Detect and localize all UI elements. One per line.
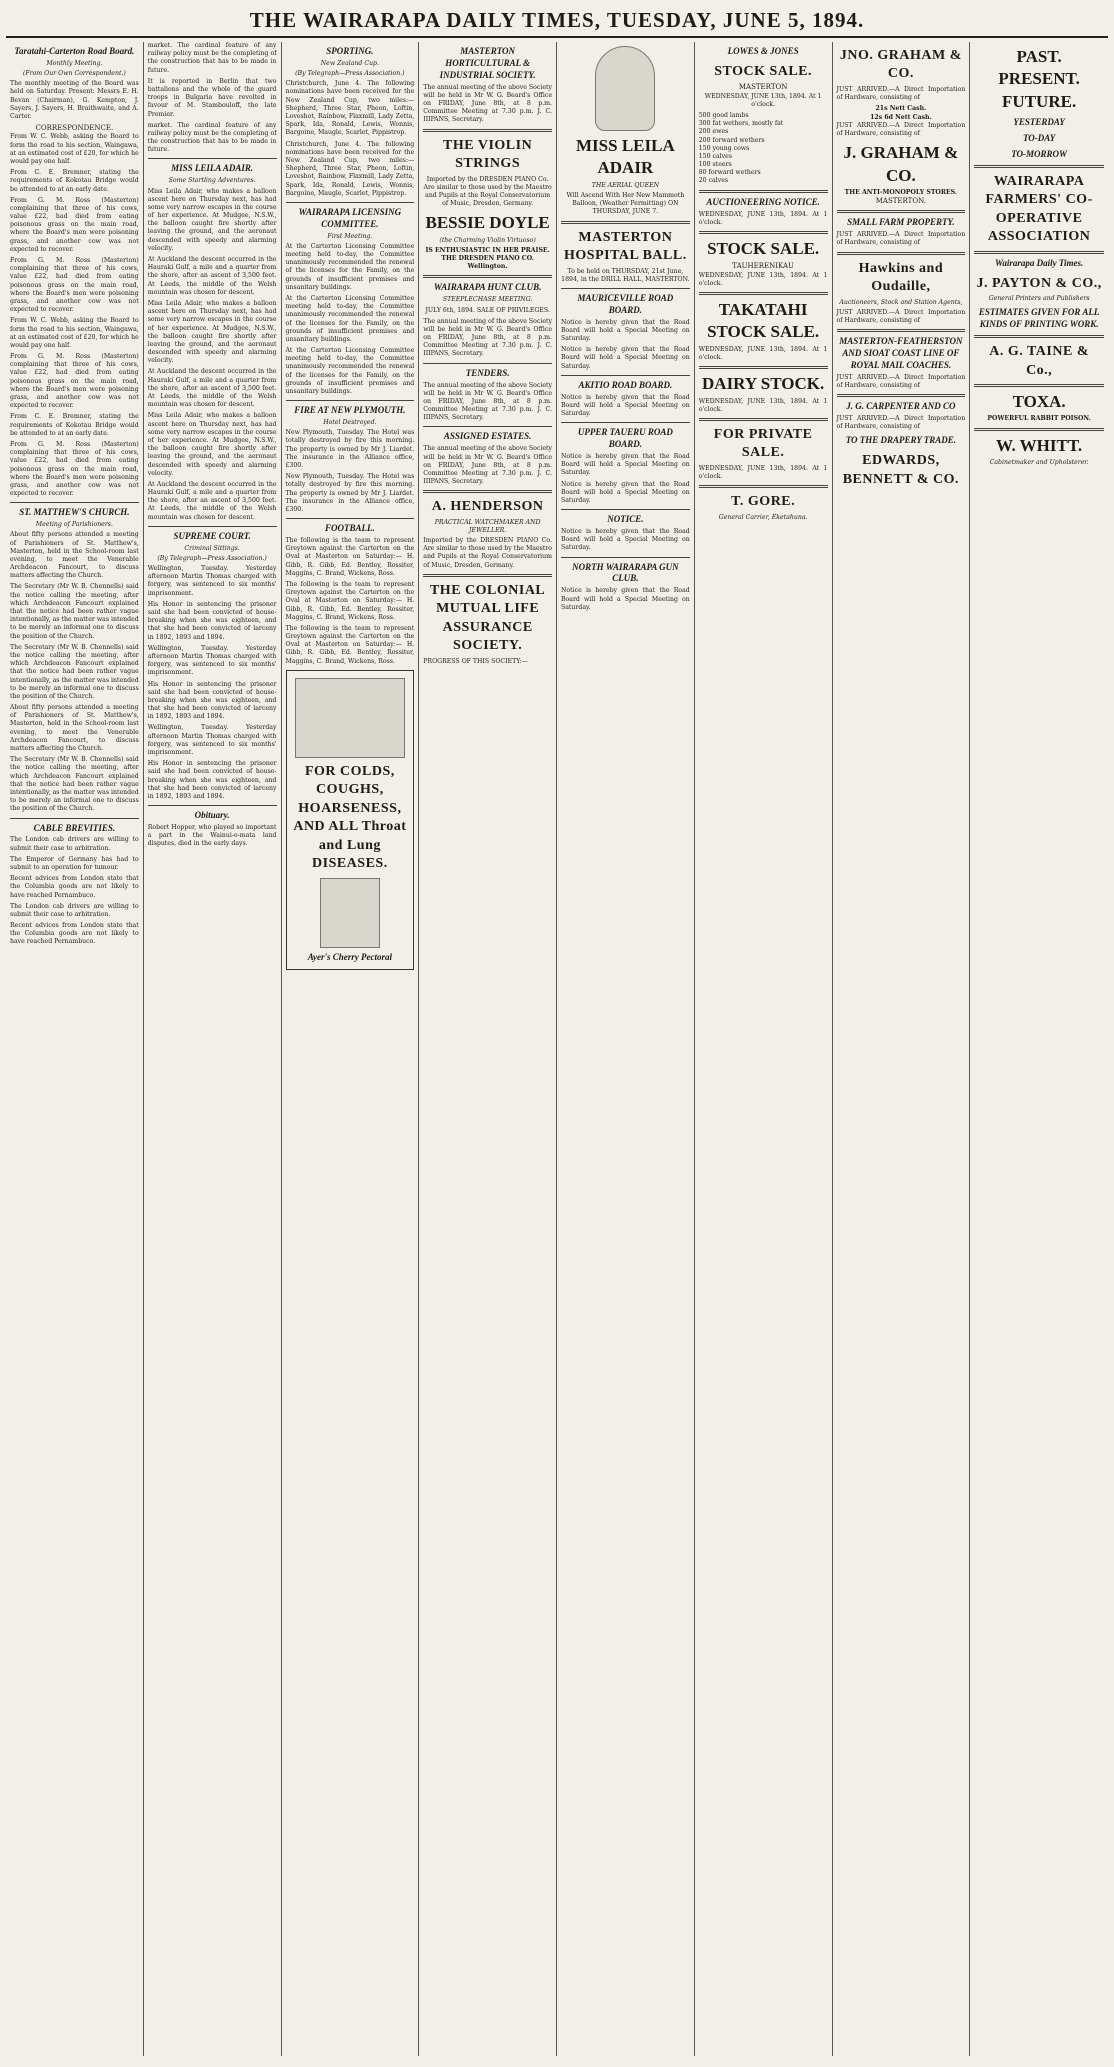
column-1 (6, 42, 144, 2056)
ad-product: Ayer's Cherry Pectoral (307, 951, 393, 962)
headline: SPORTING. (326, 46, 374, 56)
ad-paragraph: JUST ARRIVED.—A Direct Importation of Hardware, consisting of (836, 85, 966, 102)
article-paragraph: From G. M. Ross (Masterton) complaining that three of his cows, value £22, had died from eating poisonous grass on the main road, where the Board's men were poisoning grass, and another cow was not expected to recover. (10, 353, 139, 410)
subheadline: Some Startling Adventures. (168, 177, 256, 185)
headline: SMALL FARM PROPERTY. (847, 217, 955, 228)
ad-headline: JNO. GRAHAM & CO. (839, 48, 962, 82)
ad-headline: DAIRY STOCK. (702, 374, 825, 394)
ad-paragraph: Imported by the DRESDEN PIANO Co. Are similar to those used by the Maestro and Pupils at the Royal Conservatorium of Music, Dresden, Germany. (423, 537, 552, 569)
ad-paragraph: To be held on THURSDAY, 21st June, 1894, in the DRILL HALL, MASTERTON. (561, 267, 690, 283)
source-line: (From Our Own Correspondent.) (22, 70, 126, 78)
divider (974, 335, 1104, 338)
divider (561, 557, 690, 558)
article-paragraph: From W. C. Webb, asking the Board to form the road to his section, Waingawa, at an estimated cost of £20, for which he would pay one half. (10, 317, 139, 349)
divider (423, 426, 552, 427)
notice-paragraph: Notice is hereby given that the Road Board will hold a Special Meeting on Saturday. (561, 587, 690, 611)
headline: FOOTBALL. (324, 523, 375, 534)
ad-paragraph: PROGRESS OF THIS SOCIETY:— (423, 657, 528, 665)
notice-paragraph: The annual meeting of the above Society will be held in Mr W. G. Beard's Office on FRIDAY, June 8th, at 8 p.m. Committee Meeting at 7.30 p.m. J. C. IIIPANS, Secretary. (423, 445, 552, 486)
ad-subheadline: THE ANTI-MONOPOLY STORES. (844, 188, 958, 196)
article-paragraph: market. The cardinal feature of any railway policy must be the completing of the construction that has to be made in future. (147, 42, 277, 74)
subheadline: Monthly Meeting. (46, 59, 103, 67)
ad-name: BESSIE DOYLE (425, 213, 550, 233)
masthead: THE WAIRARAPA DAILY TIMES, TUESDAY, JUNE 5, 1894. (6, 8, 1108, 38)
columns (6, 42, 1108, 2056)
ad-headline: TAKATAHI STOCK SALE. (707, 299, 820, 342)
notice-paragraph: The annual meeting of the above Society will be held in Mr W. G. Beard's Office on FRIDAY, June 8th, at 8 p.m. Committee Meeting at 7.30 p.m. J. C. IIIPANS, Secretary. (423, 381, 552, 422)
ad-subheadline: PRACTICAL WATCHMAKER AND JEWELLER. (434, 518, 541, 534)
article-paragraph: His Honor in sentencing the prisoner said she had been convicted of house-breaking when she was eighteen, and that she had been convicted of larceny in 1892, 1893 and 1894. (147, 600, 277, 641)
article-paragraph: Recent advices from London state that the Columbia goods are not likely to have reached Pernambuco. (10, 922, 139, 946)
ad-paragraph: Will Ascend With Her New Mammoth Balloon, (Weather Permitting) ON THURSDAY, JUNE 7. (566, 192, 685, 216)
article-paragraph: At Auckland the descent occurred in the Hauraki Gulf, a mile and a quarter from the shore, after an ascent of 3,500 feet. At Leeds, the middle of the Welsh mountain was chosen for descent. (147, 368, 277, 409)
notice-paragraph: The annual meeting of the above Society will be held in Mr W. G. Beard's Office on FRIDAY, June 8th, at 8 p.m. Committee Meeting at 7.30 p.m. J. C. IIIPANS, Secretary. (423, 83, 552, 124)
headline: LOWES & JONES (727, 46, 799, 56)
notice-paragraph: JULY 6th, 1894. SALE OF PRIVILEGES. (425, 306, 550, 314)
notice-paragraph: The annual meeting of the above Society will be held in Mr W. G. Beard's Office on FRIDAY, June 8th, at 8 p.m. Committee Meeting at 7.30 p.m. J. C. IIIPANS, Secretary. (423, 317, 552, 358)
column-4 (419, 42, 557, 2056)
ad-paragraph: WEDNESDAY, JUNE 13th, 1894. At 1 o'clock. (704, 92, 822, 108)
divider (10, 502, 139, 503)
ad-location: MASTERTON. (875, 197, 926, 206)
column-8 (970, 42, 1108, 2056)
divider (423, 574, 552, 577)
ad-headline: MASTERTON HOSPITAL BALL. (564, 229, 687, 264)
source-line: (By Telegraph—Press Association.) (295, 70, 405, 78)
headline: MAURICEVILLE ROAD BOARD. (577, 292, 674, 315)
ad-headline: T. GORE. (731, 494, 796, 510)
article-paragraph: The following is the team to represent Greytown against the Carterton on the Oval at Masterton on Saturday:— H. Gibb, R. Gibb, Ed. Bentley, Rossiter, Maggins, C. Brand, Wickens, Ross. (285, 537, 415, 577)
divider (10, 818, 139, 819)
ad-headline: FOR COLDS, COUGHS, HOARSENESS, AND ALL Throat and Lung DISEASES. (293, 763, 407, 872)
list-item: 150 young cows (698, 144, 750, 152)
ad-location: MASTERTON (738, 83, 788, 92)
divider (974, 384, 1104, 387)
article-paragraph: The London cab drivers are willing to submit their case to arbitration. (10, 902, 139, 918)
divider (148, 158, 277, 159)
headline: WAIRARAPA HUNT CLUB. (433, 282, 542, 293)
divider (286, 202, 415, 203)
ad-subheadline: POWERFUL RABBIT POISON. (987, 415, 1091, 423)
column-2 (144, 42, 282, 2056)
headline: NORTH WAIRARAPA GUN CLUB. (572, 561, 679, 584)
article-paragraph: Miss Leila Adair, who makes a balloon ascent here on Thursday next, has had some very narrow escapes in the course of her experience. At Mudgee, N.S.W., the balloon caught fire shortly after leaving the ground, and the aeronaut descended with speedy and alarming velocity. (147, 412, 277, 477)
headline: SUPREME COURT. (173, 530, 251, 541)
article-paragraph: From C. E. Bremner, stating the requirements of Kokotau Bridge would be attended to at an early date. (10, 169, 139, 193)
column-3 (282, 42, 420, 2056)
article-paragraph: The Emperor of Germany has had to submit to an operation for tumour. (10, 855, 139, 871)
article-paragraph: About fifty persons attended a meeting of Parishioners of St. Matthew's, Masterton, held in the School-room last evening, to meet the Venerable Archdeacon Fancourt, to discuss matters affecting the Church. (10, 704, 139, 753)
ad-headline: STOCK SALE. (707, 238, 820, 258)
ad-subheadline: THE AERIAL QUEEN (591, 181, 660, 189)
notice-paragraph: Notice is hereby given that the Road Board will hold a Special Meeting on Saturday. (561, 318, 690, 343)
notice-paragraph: Notice is hereby given that the Road Board will hold a Special Meeting on Saturday. (561, 346, 690, 370)
headline: J. G. CARPENTER AND CO (846, 401, 956, 412)
headline: MISS LEILA ADAIR. (171, 163, 254, 174)
headline: WAIRARAPA LICENSING COMMITTEE. (298, 206, 402, 229)
headline: UPPER TAUERU ROAD BOARD. (577, 427, 673, 450)
divider (423, 363, 552, 364)
engraving-illustration (295, 678, 405, 758)
subheadline: Meeting of Parishioners. (35, 521, 113, 529)
ad-paragraph: JUST ARRIVED.—A Direct Importation of Hardware, consisting of (836, 308, 966, 324)
ad-paragraph: JUST ARRIVED.—A Direct Importation of Hardware, consisting of (836, 414, 966, 431)
article-paragraph: Wellington, Tuesday. Yesterday afternoon Martin Thomas charged with forgery, was sentenced to six months' imprisonment. (147, 724, 277, 756)
divider (561, 509, 690, 510)
article-paragraph: Wellington, Tuesday. Yesterday afternoon Martin Thomas charged with forgery, was sentenced to six months' imprisonment. (147, 644, 277, 677)
ad-location: TAUHERENIKAU (732, 262, 794, 271)
article-paragraph: Wellington, Tuesday. Yesterday afternoon Martin Thomas charged with forgery, was sentenced to six months' imprisonment. (147, 565, 277, 597)
stock-list (699, 112, 828, 186)
column-5 (557, 42, 695, 2056)
article-paragraph: At the Carterton Licensing Committee meeting held to-day, the Committee unanimously recommended the renewal of the licenses for the Family, on the grounds of insufficient premises and unsanitary buildings. (285, 347, 415, 395)
article-paragraph: Miss Leila Adair, who makes a balloon ascent here on Thursday next, has had some very narrow escapes in the course of her experience. At Mudgee, N.S.W., the balloon caught fire shortly after leaving the ground, and the aeronaut descended with speedy and alarming velocity. (147, 187, 277, 252)
article-paragraph: New Plymouth, Tuesday. The Hotel was totally destroyed by fire this morning. The property is owned by Mr J. Liardet. The insurance in the Alliance office, £300. (285, 473, 415, 513)
headline: NOTICE. (607, 514, 644, 525)
divider (837, 329, 966, 332)
article-paragraph: The following is the team to represent Greytown against the Carterton on the Oval at Masterton on Saturday:— H. Gibb, R. Gibb, Ed. Bentley, Rossiter, Maggins, C. Brand, Wickens, Ross. (285, 580, 415, 621)
article-paragraph: It is reported in Berlin that two battalions and the whole of the guard troops in Bulgaria have revolted in favour of M. Stambouloff, the late Premier. (147, 77, 277, 118)
article-paragraph: At Auckland the descent occurred in the Hauraki Gulf, a mile and a quarter from the shore, after an ascent of 3,500 feet. At Leeds, the middle of the Welsh mountain was chosen for descent. (147, 480, 277, 521)
ad-headline: TOXA. (1012, 392, 1066, 412)
notice-paragraph: Notice is hereby given that the Road Board will hold a Special Meeting on Saturday. (561, 528, 690, 552)
article-paragraph: The Secretary (Mr W. B. Chennells) said the notice calling the meeting, after which Archdeacon Fancourt explained that the notice had been rather vague intentionally, as the matter was intended to be merely an informal one to discuss the position of the Church. (10, 756, 139, 813)
article-paragraph: His Honor in sentencing the prisoner said she had been convicted of house-breaking when she was eighteen, and that she had been convicted of larceny in 1892, 1893 and 1894. (147, 680, 277, 721)
ad-headline: MISS LEILA ADAIR (576, 136, 675, 178)
ad-price: 21s Nett Cash. (875, 105, 927, 113)
article-paragraph: New Plymouth, Tuesday. The Hotel was totally destroyed by fire this morning. The property is owned by Mr J. Liardet. The insurance in the Alliance office, £300. (285, 429, 415, 469)
article-paragraph: Miss Leila Adair, who makes a balloon ascent here on Thursday next, has had some very narrow escapes in the course of her experience. At Mudgee, N.S.W., the balloon caught fire shortly after leaving the ground, and the aeronaut descended with speedy and alarming velocity. (147, 299, 277, 365)
article-paragraph: From G. M. Ross (Masterton) complaining that three of his cows, value £22, had died from eating poisonous grass on the main road, where the Board's men were poisoning grass, and another cow was not expected to recover. (10, 440, 139, 498)
subheadline: Hotel Destroyed. (323, 419, 377, 427)
headline: FIRE AT NEW PLYMOUTH. (294, 405, 406, 416)
ad-headline: FOR PRIVATE SALE. (713, 427, 813, 461)
column-7 (833, 42, 971, 2056)
divider (286, 400, 415, 401)
divider (699, 292, 828, 295)
headline: CABLE BREVITIES. (33, 822, 116, 833)
list-item: 200 ewes (698, 128, 729, 136)
headline: Taratahi-Carterton Road Board. (14, 46, 135, 56)
divider (699, 366, 828, 369)
article-paragraph: Christchurch, June 4. The following nominations have been received for the New Zealand Cup, two miles:—Shepherd, Three Star, Pheon, Loftin, Loveshot, Rainbow, Flaxmill, Lady Zetta, Spark, Ida, Ronald, Lewis, Wonnis, Bargoine, Maugle, Scarlet, Pippistrop. (285, 80, 415, 137)
divider (561, 375, 690, 376)
advertisement (286, 670, 415, 970)
headline: TO THE DRAPERY TRADE. (845, 435, 957, 446)
article-paragraph: At Auckland the descent occurred in the Hauraki Gulf, a mile and a quarter from the shore, after an ascent of 3,500 feet. At Leeds, the middle of the Welsh mountain was chosen for descent. (147, 256, 277, 296)
divider (423, 490, 552, 493)
divider (974, 165, 1104, 168)
subheadline: First Meeting. (327, 232, 373, 240)
article-paragraph: The London cab drivers are willing to submit their case to arbitration. (10, 836, 139, 852)
headline: Wairarapa Daily Times. (995, 257, 1084, 268)
divider (974, 428, 1104, 431)
ad-paragraph: Imported by the DRESDEN PIANO Co. Are similar to those used by the Maestro and Pupils at the Royal Conservatorium of Music, Dresden, Germany. (423, 175, 552, 208)
article-paragraph: At the Carterton Licensing Committee meeting held to-day, the Committee unanimously recommended the renewal of the licenses for the Family, on the grounds of insufficient premises and unsanitary buildings. (285, 242, 415, 291)
divider (561, 288, 690, 289)
subheadline: Criminal Sittings. (184, 544, 240, 552)
ad-praise: IS ENTHUSIASTIC IN HER PRAISE. (425, 246, 550, 254)
notice-paragraph: WEDNESDAY, JUNE 13th, 1894. At 1 o'clock. (698, 464, 828, 481)
source-line: (By Telegraph—Press Association.) (157, 554, 267, 562)
ad-headline: PAST. PRESENT. FUTURE. (998, 47, 1080, 111)
notice-paragraph: Notice is hereby given that the Road Board will hold a Special Meeting on Saturday. (561, 480, 690, 504)
divider (699, 485, 828, 488)
ad-subheadline: TO-MORROW (1011, 149, 1068, 160)
ad-headline: THE COLONIAL MUTUAL LIFE ASSURANCE SOCIETY. (429, 582, 546, 654)
divider (561, 221, 690, 224)
ad-paragraph: JUST ARRIVED.—A Direct Importation of Hardware, consisting of (836, 121, 966, 137)
divider (561, 422, 690, 423)
ad-headline: A. HENDERSON (431, 499, 544, 515)
article-paragraph: From G. M. Ross (Masterton) complaining that three of his cows, value £22, had died from eating poisonous grass on the main road, where the Board's men were poisoning grass, and another cow was not expected to recover. (10, 257, 139, 314)
divider (148, 526, 277, 527)
ad-subheadline: Cabinetmaker and Upholsterer. (989, 459, 1089, 467)
ad-subheadline: (the Charming Violin Virtuoso) (439, 236, 536, 244)
headline: MASTERTON HORTICULTURAL & INDUSTRIAL SOCIETY. (439, 46, 536, 80)
ad-subheadline: TO-DAY (1022, 133, 1056, 144)
ad-headline: EDWARDS, BENNETT & CO. (842, 453, 960, 487)
divider (699, 418, 828, 421)
article-paragraph: From G. M. Ross (Masterton) complaining that three of his cows, value £22, had died from eating poisonous grass on the main road, where the Board's men were poisoning grass, and another cow was not expected to recover. (10, 196, 139, 253)
notice-paragraph: WEDNESDAY, JUNE 13th, 1894. At 1 o'clock. (698, 397, 828, 413)
ad-paragraph: JUST ARRIVED.—A Direct Importation of Hardware, consisting of (836, 373, 966, 389)
article-paragraph: From C. E. Bremner, stating the requirements of Kokotau Bridge would be attended to at an early date. (10, 413, 139, 437)
divider (699, 231, 828, 234)
divider (423, 129, 552, 132)
ad-headline: THE VIOLIN STRINGS (443, 137, 533, 172)
divider (837, 394, 966, 397)
notice-paragraph: WEDNESDAY, JUNE 13th, 1894. At 1 o'clock. (698, 345, 828, 361)
ad-subheadline: YESTERDAY (1013, 117, 1065, 128)
ad-subheadline: General Carrier, Eketahuna. (718, 513, 808, 521)
column-6 (695, 42, 833, 2056)
headline: TENDERS. (465, 367, 510, 378)
notice-paragraph: WEDNESDAY, JUNE 13th, 1894. At 1 o'clock. (698, 271, 828, 287)
divider (423, 275, 552, 278)
ad-paragraph: JUST ARRIVED.—A Direct Importation of Hardware, consisting of (836, 231, 966, 247)
divider (837, 252, 966, 255)
notice-paragraph: Notice is hereby given that the Road Board will hold a Special Meeting on Saturday. (561, 393, 690, 418)
article-paragraph: The Secretary (Mr W. B. Chennells) said the notice calling the meeting, after which Archdeacon Fancourt explained that the notice had been rather vague intentionally, as the matter was intended to be merely an informal one to discuss the position of the Church. (10, 583, 139, 640)
article-paragraph: About fifty persons attended a meeting of Parishioners of St. Matthew's, Masterton, held in the School-room last evening, to meet the Venerable Archdeacon Fancourt, to discuss matters affecting the Church. (10, 531, 139, 580)
ad-subheadline: Auctioneers, Stock and Station Agents, (839, 298, 963, 306)
article-paragraph: The monthly meeting of the Board was held on Saturday. Present: Messrs E. H. Bevan (Chairman), G. Kempton, J. Sayers, J. Sayers, H. Braithwaite, and A. Carter. (10, 80, 139, 120)
headline: ESTIMATES GIVEN FOR ALL KINDS OF PRINTING WORK. (978, 307, 1100, 330)
ad-headline: STOCK SALE. (714, 63, 813, 79)
ad-headline: J. PAYTON & CO., (976, 275, 1102, 291)
article-paragraph: His Honor in sentencing the prisoner said she had been convicted of house-breaking when she was eighteen, and that she had been convicted of larceny in 1892, 1893 and 1894. (147, 760, 277, 800)
ad-headline: WAIRARAPA FARMERS' CO-OPERATIVE ASSOCIATION (985, 173, 1093, 245)
divider (837, 210, 966, 213)
list-item: 500 good lambs (698, 111, 749, 119)
ad-price: 12s 6d Nett Cash. (870, 113, 932, 121)
article-paragraph: Christchurch, June 4. The following nominations have been received for the New Zealand Cup, two miles:—Shepherd, Three Star, Pheon, Loftin, Loveshot, Rainbow, Flaxmill, Lady Zetta, Spark, Ida, Ronald, Lewis, Wonnis, Bargoine, Maugle, Scarlet, Pippistrop. (285, 140, 415, 197)
article-paragraph: Recent advices from London state that the Columbia goods are not likely to have reached Pernambuco. (10, 875, 139, 899)
balloon-illustration (595, 46, 655, 131)
list-item: 100 steers (698, 161, 732, 169)
ad-company: THE DRESDEN PIANO CO. Wellington. (441, 255, 534, 271)
list-item: 20 calves (698, 177, 729, 185)
headline: ST. MATTHEW'S CHURCH. (19, 507, 130, 518)
divider (286, 518, 415, 519)
headline: ASSIGNED ESTATES. (443, 431, 532, 442)
ad-subheadline: General Printers and Publishers (988, 295, 1090, 303)
list-item: 300 fat wethers, mostly fat (698, 120, 784, 128)
headline: MASTERTON-FEATHERSTON AND SIOAT COAST LINE OF ROYAL MAIL COACHES. (839, 336, 963, 370)
article-paragraph: market. The cardinal feature of any railway policy must be the completing of the construction that has to be made in future. (147, 121, 277, 154)
list-item: 150 calves (698, 152, 732, 160)
bottle-illustration (320, 878, 380, 948)
article-paragraph: Robert Hopper, who played so important a part in the Wainui-o-mata land disputes, died in the early days. (147, 824, 277, 848)
divider (148, 805, 277, 806)
ad-headline: A. G. TAINE & Co., (989, 344, 1089, 378)
subheadline: New Zealand Cup. (320, 59, 379, 67)
article-paragraph: From W. C. Webb, asking the Board to form the road to his section, Waingawa, at an estimated cost of £20, for which he would pay one half. (10, 133, 139, 165)
divider (699, 190, 828, 193)
article-paragraph: The following is the team to represent Greytown against the Carterton on the Oval at Masterton on Saturday:— H. Gibb, R. Gibb, Ed. Bentley, Rossiter, Maggins, C. Brand, Wickens, Ross. (285, 624, 415, 665)
ad-headline: W. WHITT. (996, 435, 1083, 455)
headline: Obituary. (194, 810, 230, 821)
headline: AUCTIONEERING NOTICE. (706, 196, 820, 207)
divider (974, 251, 1104, 254)
article-paragraph: The Secretary (Mr W. B. Chennells) said the notice calling the meeting, after which Archdeacon Fancourt explained that the notice had been rather vague intentionally, as the matter was intended to be merely an informal one to discuss the position of the Church. (10, 643, 139, 700)
notice-paragraph: Notice is hereby given that the Road Board will hold a Special Meeting on Saturday. (561, 453, 690, 477)
list-item: 80 forward wethers (698, 169, 761, 177)
article-paragraph: At the Carterton Licensing Committee meeting held to-day, the Committee unanimously recommended the renewal of the licenses for the Family, on the grounds of insufficient premises and unsanitary buildings. (285, 294, 415, 343)
subheadline: STEEPLECHASE MEETING. (442, 296, 533, 304)
notice-paragraph: WEDNESDAY, JUNE 13th, 1894. At 1 o'clock. (698, 210, 828, 226)
ad-headline: J. GRAHAM & CO. (843, 143, 959, 185)
section-label: CORRESPONDENCE. (35, 124, 114, 133)
ad-headline: Hawkins and Oudaille, (858, 260, 944, 295)
list-item: 200 forward wethers (698, 136, 765, 144)
headline: AKITIO ROAD BOARD. (578, 379, 673, 390)
